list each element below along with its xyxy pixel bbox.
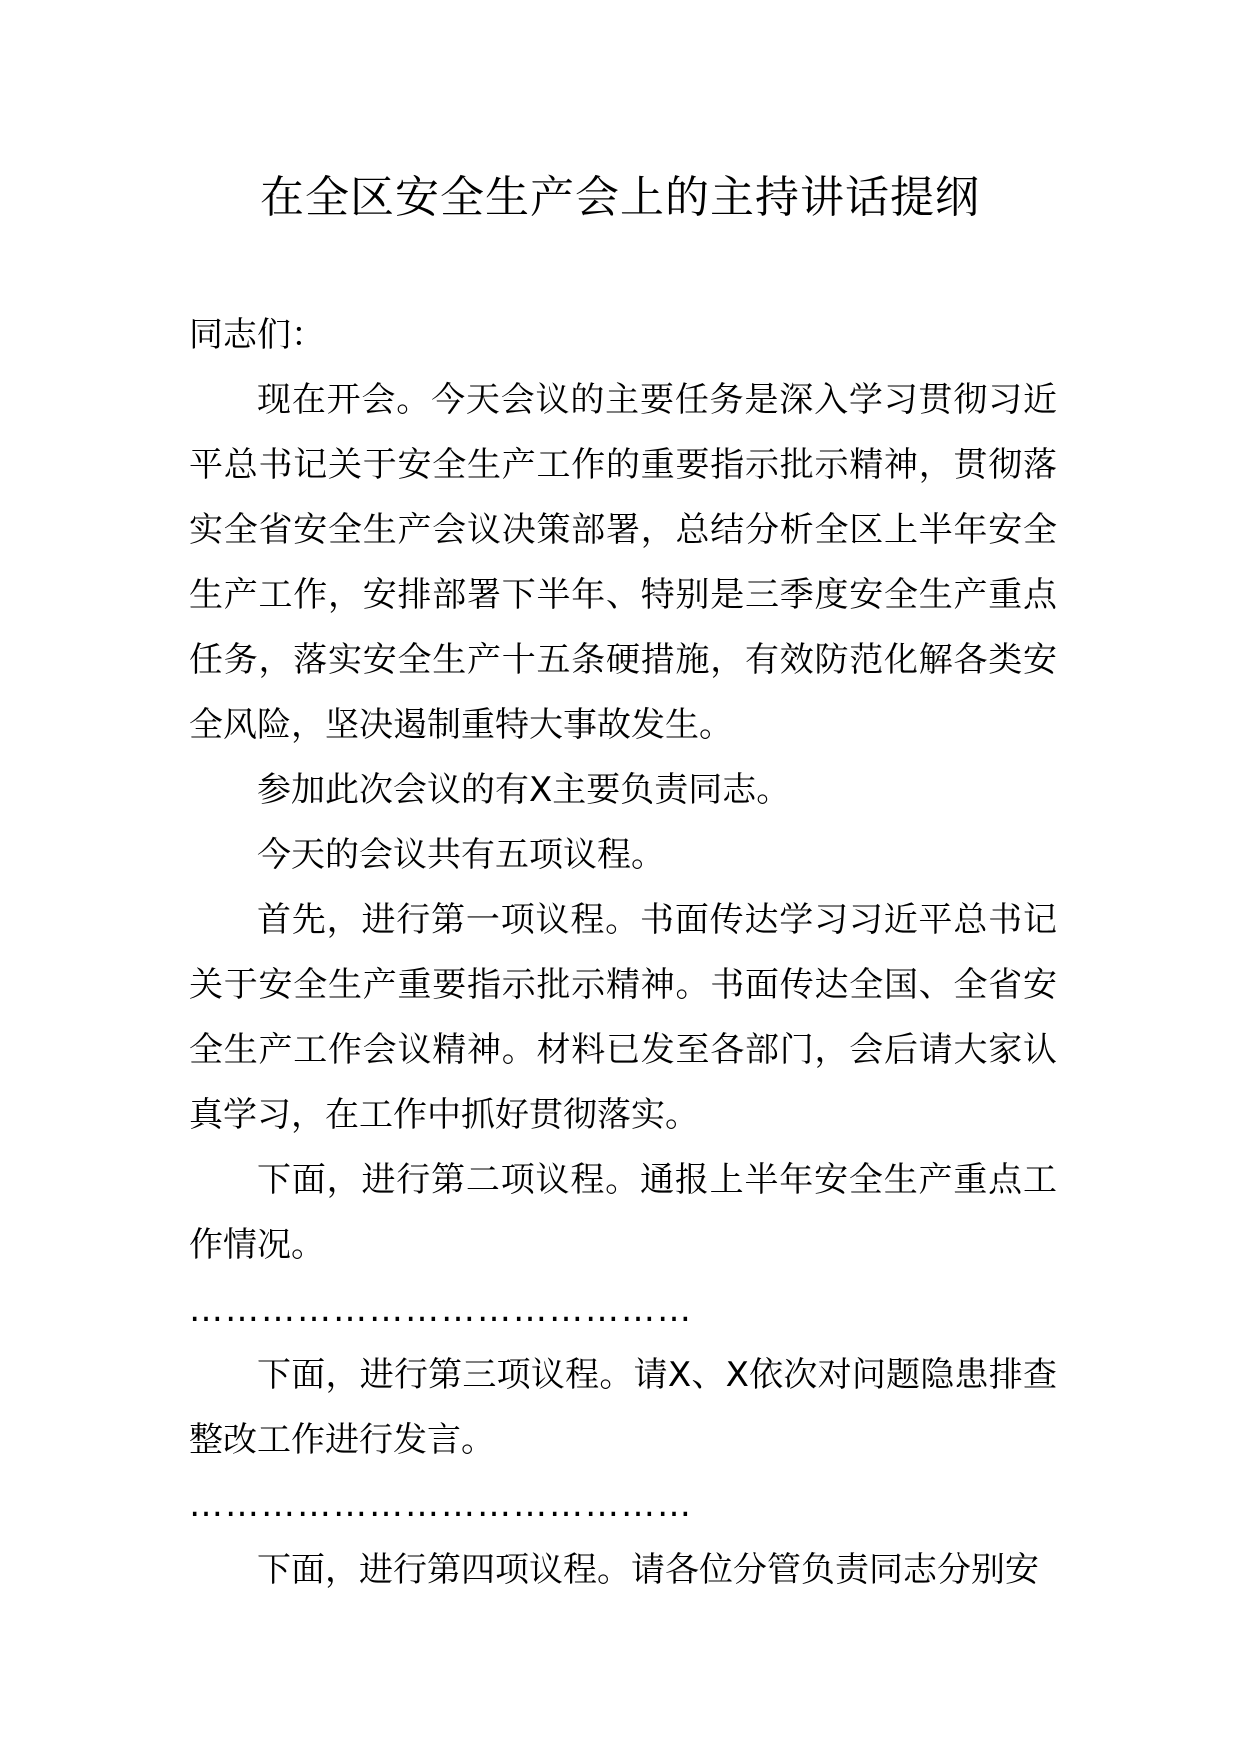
ellipsis-separator: …………………………………… [189,1485,693,1525]
document-body [189,303,1057,1603]
paragraph-agenda-3: 下面，进行第三项议程。请X、X依次对问题隐患排查整改工作进行发言。 [189,1355,1057,1460]
paragraph-agenda-count: 今天的会议共有五项议程。 [257,835,665,875]
paragraph-agenda-4: 下面，进行第四项议程。请各位分管负责同志分别安 [257,1550,1039,1590]
salutation: 同志们： [189,315,325,355]
paragraph-agenda-1: 首先，进行第一项议程。书面传达学习习近平总书记关于安全生产重要指示批示精神。书面传达全国、全省安全生产工作会议精神。材料已发至各部门，会后请大家认真学习，在工作中抓好贯彻落实。 [189,900,1057,1135]
paragraph-opening: 现在开会。今天会议的主要任务是深入学习贯彻习近平总书记关于安全生产工作的重要指示批示精神，贯彻落实全省安全生产会议决策部署，总结分析全区上半年安全生产工作，安排部署下半年、特别是三季度安全生产重点任务，落实安全生产十五条硬措施，有效防范化解各类安全风险，坚决遏制重特大事故发生。 [189,380,1057,745]
ellipsis-separator: …………………………………… [189,1290,693,1330]
document-title: 在全区安全生产会上的主持讲话提纲 [260,172,980,223]
paragraph-attendees: 参加此次会议的有X主要负责同志。 [257,770,791,810]
paragraph-agenda-2: 下面，进行第二项议程。通报上半年安全生产重点工作情况。 [189,1160,1057,1265]
